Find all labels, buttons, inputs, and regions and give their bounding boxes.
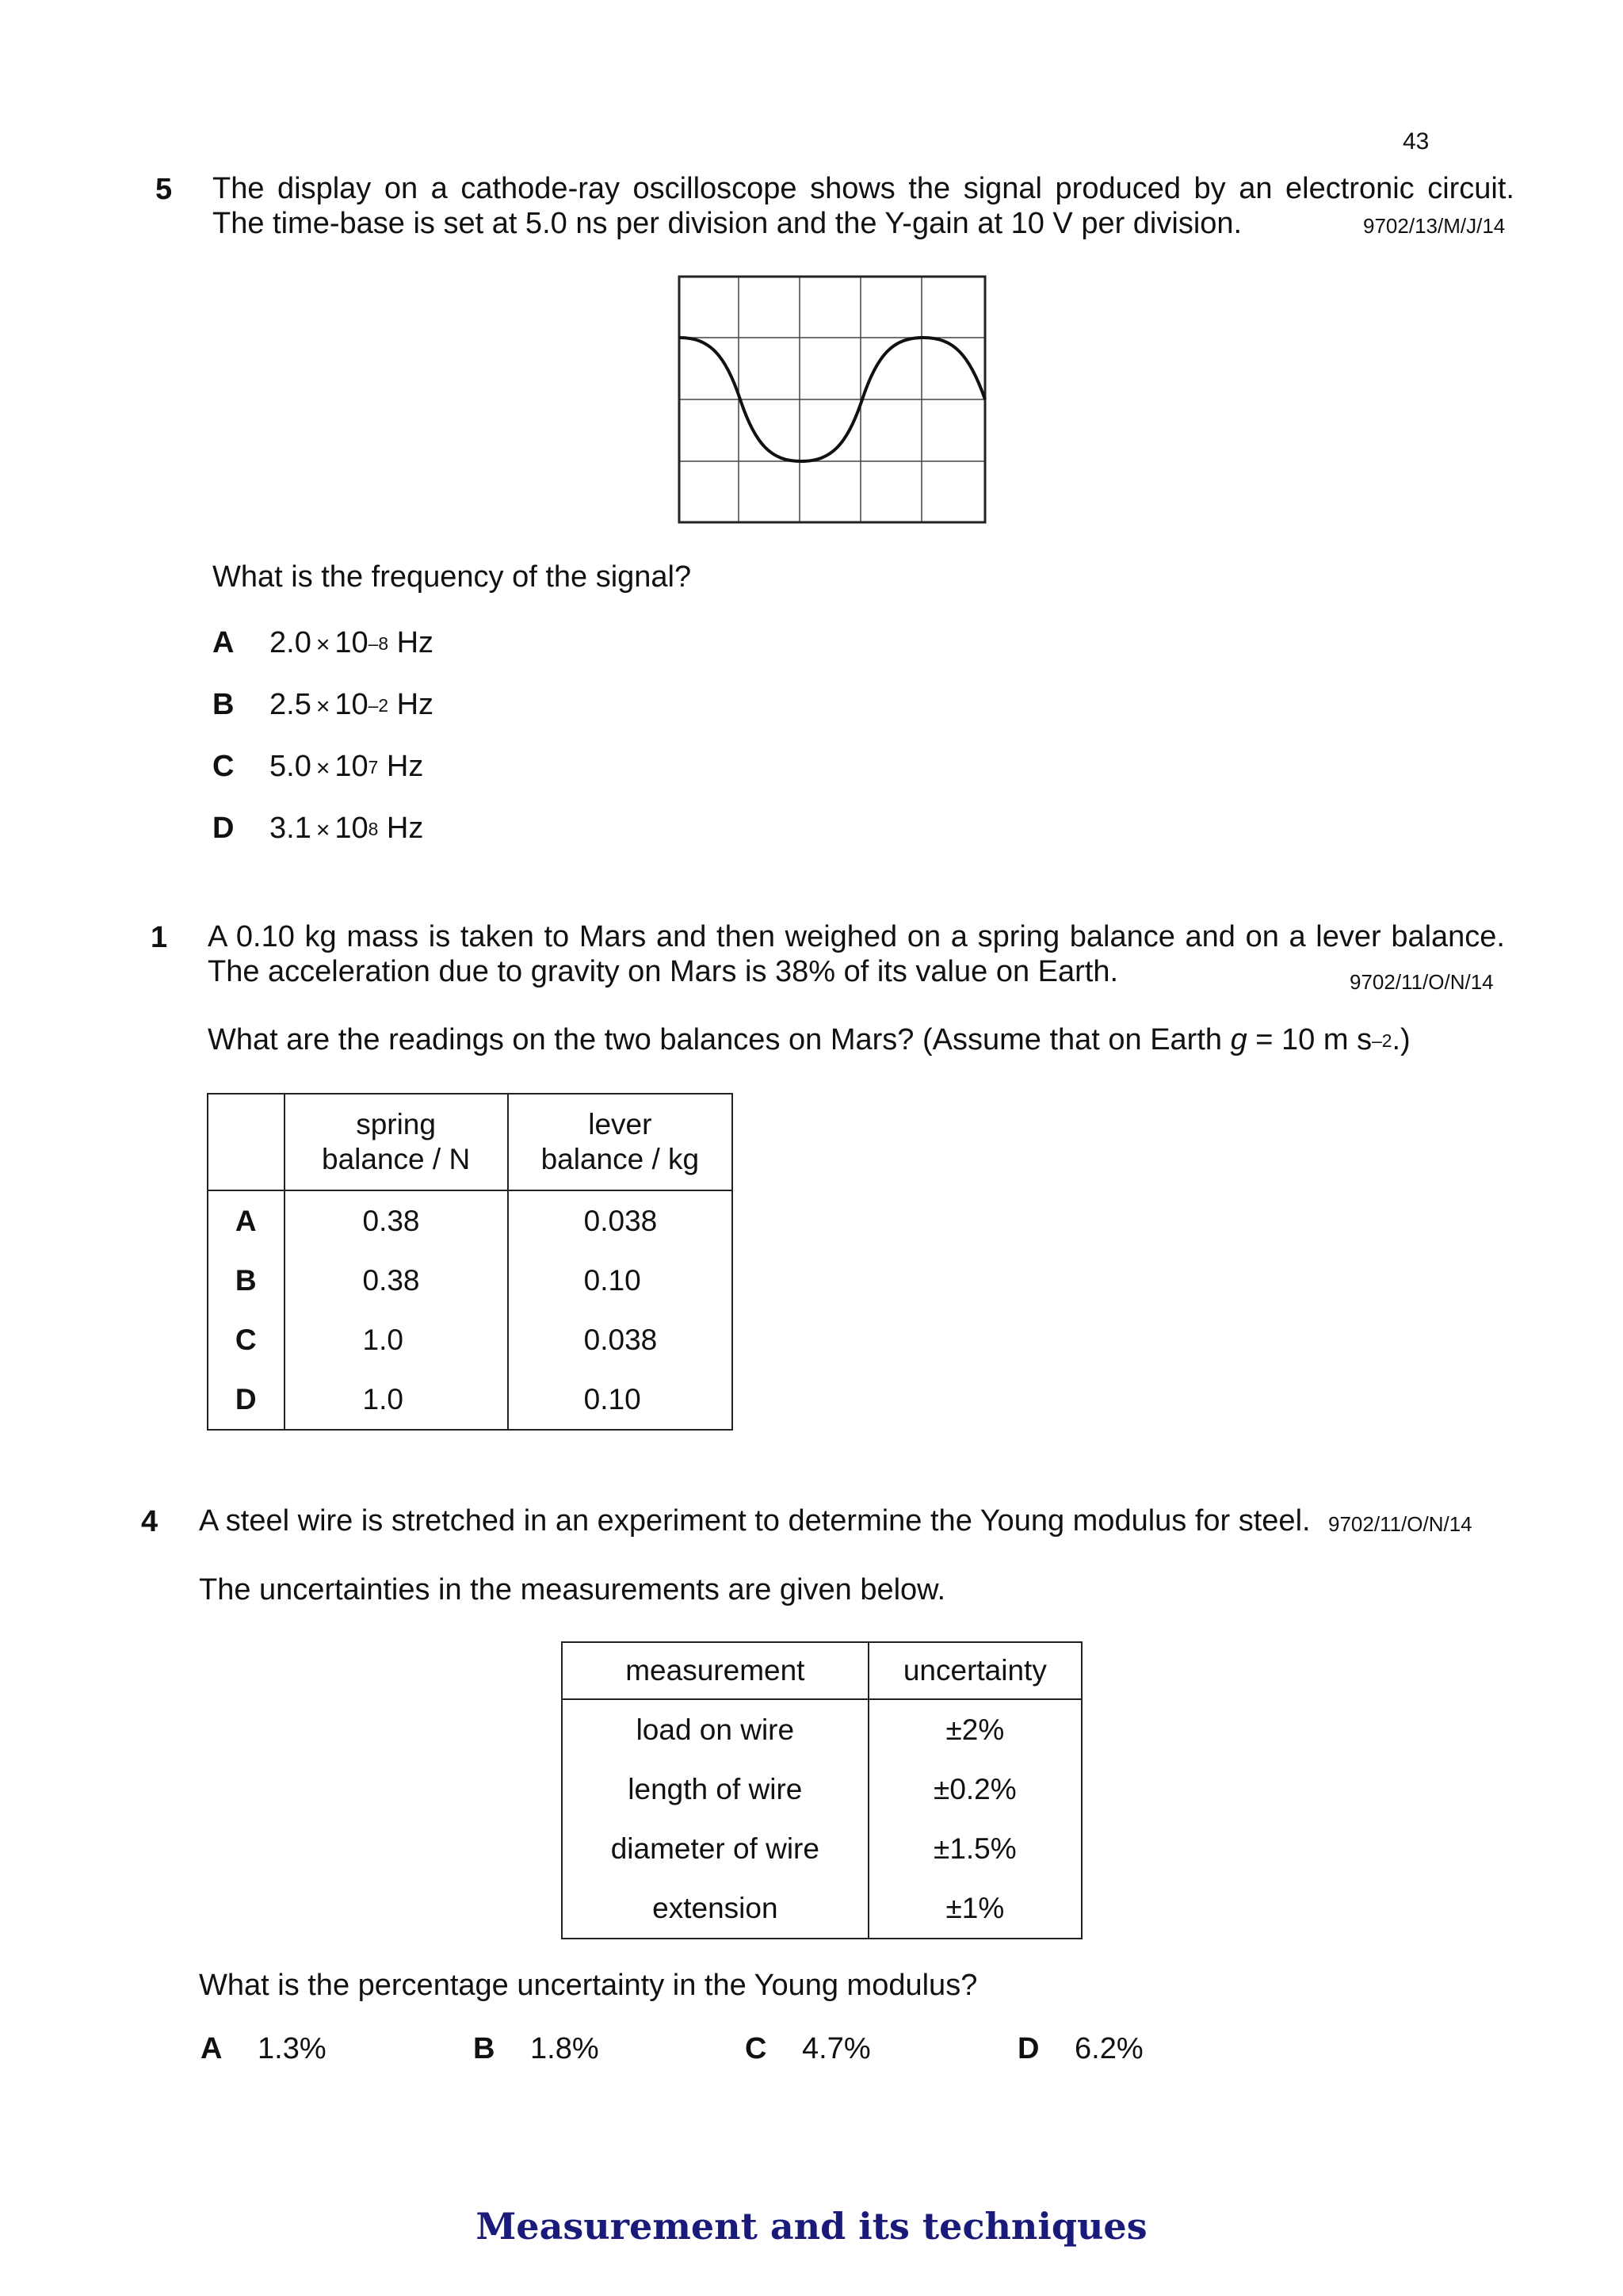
- table-row[interactable]: diameter of wire ±1.5%: [562, 1819, 1082, 1878]
- option-letter: A: [212, 626, 235, 659]
- uncertainty-table: [561, 1641, 1083, 1939]
- table-row[interactable]: D 1.0 0.10: [208, 1370, 732, 1430]
- oscilloscope-display: [678, 275, 987, 524]
- question-4-option-c[interactable]: C 4.7%: [745, 2032, 871, 2065]
- table-row[interactable]: B 0.38 0.10: [208, 1251, 732, 1310]
- question-4-option-a[interactable]: A 1.3%: [200, 2032, 327, 2065]
- option-letter: D: [1018, 2032, 1040, 2065]
- option-letter: C: [745, 2032, 767, 2065]
- question-5-number: 5: [155, 173, 173, 206]
- page-number: 43: [1403, 128, 1430, 155]
- option-letter: B: [212, 688, 235, 721]
- question-4-option-d[interactable]: D 6.2%: [1018, 2032, 1144, 2065]
- option-letter: B: [473, 2032, 495, 2065]
- question-1-number: 1: [151, 921, 168, 954]
- question-1-line-1: A 0.10 kg mass is taken to Mars and then weighed on a spring balance and on a lever balance.: [208, 920, 1505, 953]
- option-letter: D: [212, 812, 235, 845]
- option-letter: C: [212, 750, 235, 783]
- question-4-prompt: What is the percentage uncertainty in the Young modulus?: [199, 1969, 978, 2002]
- question-5-prompt: What is the frequency of the signal?: [212, 560, 692, 594]
- question-1-prompt: What are the readings on the two balances on Mars? (Assume that on Earth g = 10 m $s^{-2}$.): [208, 1023, 1411, 1056]
- chapter-footer-title: Measurement and its techniques: [475, 2205, 1148, 2248]
- question-5-option-d[interactable]: D $3.1 \times 10^8$ Hz: [212, 812, 424, 845]
- table-header-uncertainty: uncertainty: [869, 1642, 1082, 1699]
- question-4-reference: 9702/11/O/N/14: [1328, 1512, 1472, 1536]
- table-header-measurement: measurement: [562, 1642, 869, 1699]
- question-5-option-b[interactable]: B $2.5 \times 10^{-2}$ Hz: [212, 688, 434, 721]
- question-4-line-1: A steel wire is stretched in an experiment to determine the Young modulus for steel.: [199, 1504, 1311, 1538]
- question-5-reference: 9702/13/M/J/14: [1363, 214, 1506, 238]
- table-header-spring: spring balance / N: [285, 1094, 508, 1190]
- question-5-option-a[interactable]: A $2.0 \times 10^{-8}$ Hz: [212, 626, 434, 659]
- table-header-lever: lever balance / kg: [508, 1094, 732, 1190]
- option-letter: A: [200, 2032, 223, 2065]
- question-1-reference: 9702/11/O/N/14: [1350, 970, 1494, 994]
- question-5-line-1: The display on a cathode-ray oscilloscope shows the signal produced by an electronic circuit.: [212, 172, 1514, 205]
- question-1-line-2: The acceleration due to gravity on Mars is 38% of its value on Earth.: [208, 955, 1119, 988]
- mars-balance-table: [207, 1093, 733, 1431]
- question-4-number: 4: [141, 1505, 158, 1538]
- table-row[interactable]: C 1.0 0.038: [208, 1310, 732, 1370]
- table-header-blank: [208, 1094, 285, 1190]
- table-row[interactable]: extension ±1%: [562, 1878, 1082, 1939]
- table-row[interactable]: A 0.38 0.038: [208, 1190, 732, 1251]
- question-4-option-b[interactable]: B 1.8%: [473, 2032, 599, 2065]
- question-4-line-2: The uncertainties in the measurements are given below.: [199, 1573, 946, 1606]
- question-5-option-c[interactable]: C $5.0 \times 10^7$ Hz: [212, 750, 424, 783]
- table-row[interactable]: length of wire ±0.2%: [562, 1759, 1082, 1819]
- question-5-line-2: The time-base is set at 5.0 ns per division and the Y-gain at 10 V per division.: [212, 207, 1243, 240]
- table-row[interactable]: load on wire ±2%: [562, 1699, 1082, 1759]
